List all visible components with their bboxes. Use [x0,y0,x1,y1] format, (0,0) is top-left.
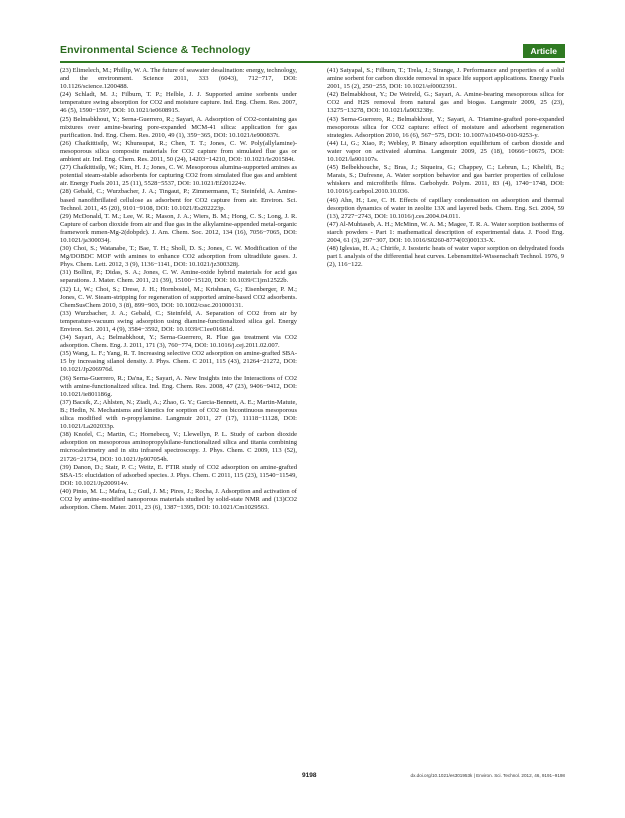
reference-entry: (42) Belmabkhout, Y.; De Weireld, G.; Sayari, A. Amine-bearing mesoporous silica for CO2 and H2S removal from natural gas and biogas. Langmuir 2009, 25 (23), 13275−13278, DOI: 10.1021/la903238y. [327,91,564,115]
footer-citation: dx.doi.org/10.1021/es301953k | Environ. Sci. Technol. 2012, 46, 9191−9198 [410,773,565,778]
reference-entry: (34) Sayari, A.; Belmabkhout, Y.; Serna-Guerrero, R. Flue gas treatment via CO2 adsorption. Chem. Eng. J. 2011, 171 (3), 760−774, DOI: 10.1016/j.cej.2011.02.007. [60,334,297,350]
reference-entry: (47) Al-Muhtaseb, A. H.; McMinn, W. A. M.; Magee, T. R. A. Water sorption isotherms of starch powders - Part 1: mathematical description of experimental data. J. Food Eng. 2004, 61 (3), 297−307, DOI: 10.1016/S0260-8774(03)00133-X. [327,220,564,244]
header-rule [60,61,565,63]
reference-entry: (38) Knofel, C.; Martin, C.; Hornebecq, V.; Llewellyn, P. L. Study of carbon dioxide adsorption on mesoporous aminopropylsilane-functionalized silica and titania combining microcalorimetry and in situ infrared spectroscopy. J. Phys. Chem. C 2009, 113 (52), 21726−21734, DOI: 10.1021/Jp907054h. [60,431,297,463]
page-number: 9198 [302,772,317,779]
reference-entry: (31) Bollini, P.; Didas, S. A.; Jones, C. W. Amine-oxide hybrid materials for acid gas separations. J. Mater. Chem. 2011, 21 (39), 15100−15120, DOI: 10.1039/C1jm12522b. [60,269,297,285]
reference-entry: (30) Choi, S.; Watanabe, T.; Bae, T. H.; Sholl, D. S.; Jones, C. W. Modification of the Mg/DOBDC MOF with amines to enhance CO2 adsorption from ultradilute gases. J. Phys. Chem. Lett. 2012, 3 (9), 1136−1141, DOI: 10.1021/jz300328j. [60,245,297,269]
reference-entry: (36) Serna-Guerrero, R.; Da'na, E.; Sayari, A. New Insights into the Interactions of CO2 with amine-functionalized silica. Ind. Eng. Chem. Res. 2008, 47 (23), 9406−9412, DOI: 10.1021/ie801186g. [60,374,297,398]
reference-entry: (48) Iglesias, H. A.; Chirife, J. Isosteric heats of water vapor sorption on dehydrated foods part I. analysis of the differential heat curves. Lebensmittel-Wissenschaft Technol. 1976, 9 (2), 116−122. [327,245,564,269]
reference-entry: (37) Bacsik, Z.; Ahlsten, N.; Ziadi, A.; Zhao, G. Y.; Garcia-Bennett, A. E.; Martin-Matute, B.; Hedin, N. Mechanisms and kinetics for sorption of CO2 on bicontinuous mesoporous silica modified with n-propylamine. Langmuir 2011, 27 (17), 11118−11128, DOI: 10.1021/La202033p. [60,398,297,431]
reference-entry: (45) Belbekhouche, S.; Bras, J.; Siqueira, G.; Chappey, C.; Lebrun, L.; Khelifi, B.; Marais, S.; Dufresne, A. Water sorption behavior and gas barrier properties of cellulose whiskers and microfibrils films. Carbohydr. Polym. 2011, 83 (4), 1740−1748, DOI: 10.1016/j.carbpol.2010.10.036. [327,164,564,196]
article-badge: Article [523,44,565,58]
reference-entry: (24) Schladt, M. J.; Filburn, T. P.; Helble, J. J. Supported amine sorbents under temperature swing absorption for CO2 and moisture capture. Ind. Eng. Chem. Res. 2007, 46 (5), 1590−1597, DOI: 10.1021/ie0608915. [60,91,297,115]
page-header [60,44,565,60]
reference-entry: (32) Li, W.; Choi, S.; Drese, J. H.; Hornbostel, M.; Krishnan, G.; Eisenberger, P. M.; Jones, C. W. Steam-stripping for regeneration of supported amine-based CO2 adsorbents. ChemSusChem 2010, 3 (8), 899−903, DOI: 10.1002/cssc.201000131. [60,285,297,309]
reference-entry: (26) Chaikittisilp, W.; Khunsupat, R.; Chen, T. T.; Jones, C. W. Poly(allylamine)-mesoporous silica composite materials for CO2 capture from simulated flue gas or ambient air. Ind. Eng. Chem. Res. 2011, 50 (24), 14203−14210, DOI: 10.1021/Ie201584t. [60,139,297,164]
reference-entry: (46) Ahn, H.; Lee, C. H. Effects of capillary condensation on adsorption and thermal desorption dynamics of water in zeolite 13X and layered beds. Chem. Eng. Sci. 2004, 59 (13), 2727−2743, DOI: 10.1016/j.ces.2004.04.011. [327,196,564,220]
reference-entry: (25) Belmabkhout, Y.; Serna-Guerrero, R.; Sayari, A. Adsorption of CO2-containing gas mixtures over amine-bearing pore-expanded MCM-41 silica: application for gas purification. Ind. Eng. Chem. Res. 2010, 49 (1), 359−365, DOI: 10.1021/ie900837t. [60,115,297,139]
reference-entry: (40) Pinto, M. L.; Mafra, L.; Guil, J. M.; Pires, J.; Rocha, J. Adsorption and activation of CO2 by amine-modified nanoporous materials studied by solid-state NMR and (13)CO2 adsorption. Chem. Mater. 2011, 23 (6), 1387−1395, DOI: 10.1021/Cm1029563. [60,487,297,512]
references-right-column [327,67,564,269]
reference-entry: (33) Wurzbacher, J. A.; Gebald, C.; Steinfeld, A. Separation of CO2 from air by temperature-vacuum swing adsorption using diamine-functionalized silica gel. Energy Environ. Sci. 2011, 4 (9), 3584−3592, DOI: 10.1039/C1ee01681d. [60,309,297,333]
reference-entry: (44) Li, G.; Xiao, P.; Webley, P. Binary adsorption equilibrium of carbon dioxide and water vapor on activated alumina. Langmuir 2009, 25 (18), 10666−10675, DOI: 10.1021/la901107s. [327,139,564,164]
reference-entry: (35) Wang, L. F.; Yang, R. T. Increasing selective CO2 adsorption on amine-grafted SBA-15 by increasing silanol density. J. Phys. Chem. C 2011, 115 (43), 21264−21272, DOI: 10.1021/Jp206976d. [60,350,297,374]
reference-entry: (28) Gebald, C.; Wurzbacher, J. A.; Tingaut, P.; Zimmermann, T.; Steinfeld, A. Amine-based nanofibrillated cellulose as adsorbent for CO2 capture from air. Environ. Sci. Technol. 2011, 45 (20), 9101−9108, DOI: 10.1021/Es202223p. [60,188,297,212]
reference-entry: (39) Danon, D.; Stair, P. C.; Weitz, E. FTIR study of CO2 adsorption on amine-grafted SBA-15: elucidation of adsorbed species. J. Phys. Chem. C 2011, 115 (23), 11540−11549, DOI: 10.1021/Jp200914v. [60,463,297,487]
reference-entry: (29) McDonald, T. M.; Lee, W. R.; Mason, J. A.; Wiers, B. M.; Hong, C. S.; Long, J. R. Capture of carbon dioxide from air and flue gas in the alkylamine-appended metal-organic framework mmen-Mg-2(dobpdc). J. Am. Chem. Soc. 2012, 134 (16), 7056−7065, DOI: 10.1021/ja300034j. [60,212,297,244]
reference-entry: (43) Serna-Guerrero, R.; Belmabkhout, Y.; Sayari, A. Triamine-grafted pore-expanded mesoporous silica for CO2 capture: effect of moisture and adsorbent regeneration strategies. Adsorption 2010, 16 (6), 567−575, DOI: 10.1007/s10450-010-9253-y. [327,115,564,139]
journal-title: Environmental Science & Technology [60,44,251,56]
reference-entry: (27) Chaikittisilp, W.; Kim, H. J.; Jones, C. W. Mesoporous alumina-supported amines as potential steam-stable adsorbents for capturing CO2 from simulated flue gas and ambient air. Energy Fuels 2011, 25 (11), 5528−5537, DOI: 10.1021/Ef201224v. [60,164,297,188]
reference-entry: (41) Satyapal, S.; Filburn, T.; Trela, J.; Strange, J. Performance and properties of a solid amine sorbent for carbon dioxide removal in space life support applications. Energy Fuels 2001, 15 (2), 250−255, DOI: 10.1021/ef0002391. [327,67,564,91]
reference-entry: (23) Elimelech, M.; Phillip, W. A. The future of seawater desalination: energy, technology, and the environment. Science 2011, 333 (6043), 712−717, DOI: 10.1126/science.1200488. [60,67,297,91]
references-left-column [60,67,297,512]
